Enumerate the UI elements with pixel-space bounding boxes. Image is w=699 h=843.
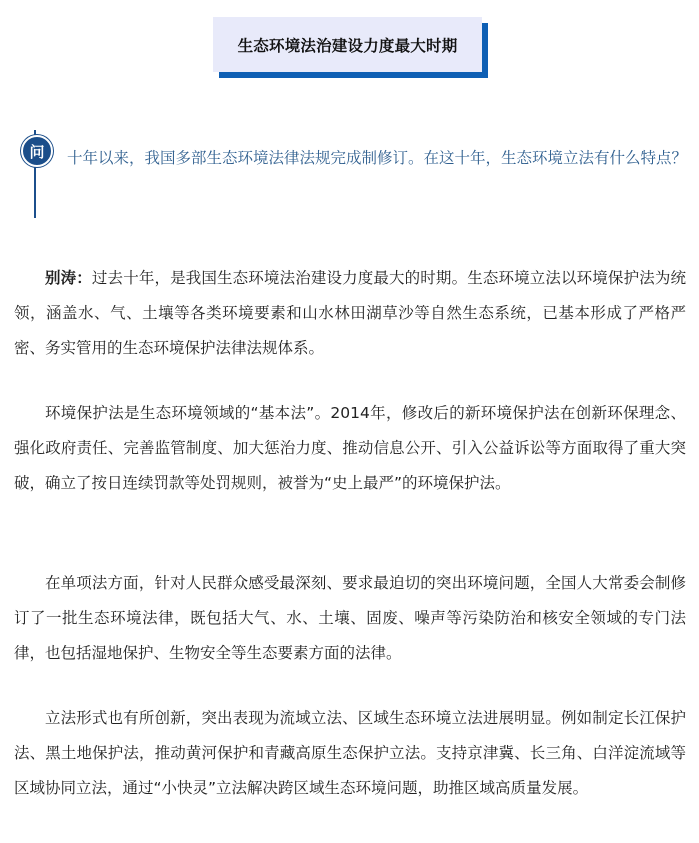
- speaker-name: 别涛：: [45, 269, 92, 287]
- answer-paragraph-2: [14, 396, 686, 501]
- paragraph-text: 立法形式也有所创新，突出表现为流域立法、区域生态环境立法进展明显。例如制定长江保护法、黑土地保护法，推动黄河保护和青藏高原生态保护立法。支持京津冀、长三角、白洋淀流域等区域协同立法，通过“小快灵”立法解决跨区域生态环境问题，助推区域高质量发展。: [14, 709, 686, 797]
- paragraph-text: 环境保护法是生态环境领域的“基本法”。2014年，修改后的新环境保护法在创新环保理念、强化政府责任、完善监管制度、加大惩治力度、推动信息公开、引入公益诉讼等方面取得了重大突破，确立了按日连续罚款等处罚规则，被誉为“史上最严”的环境保护法。: [14, 404, 686, 492]
- answer-paragraph-4: [14, 701, 686, 806]
- paragraph-text: 在单项法方面，针对人民群众感受最深刻、要求最迫切的突出环境问题，全国人大常委会制修订了一批生态环境法律，既包括大气、水、土壤、固废、噪声等污染防治和核安全领域的专门法律，也包括湿地保护、生物安全等生态要素方面的法律。: [14, 574, 686, 662]
- question-block: [14, 130, 688, 220]
- section-title: 生态环境法治建设力度最大时期: [213, 17, 482, 72]
- paragraph-text: 过去十年，是我国生态环境法治建设力度最大的时期。生态环境立法以环境保护法为统领，涵盖水、气、土壤等各类环境要素和山水林田湖草沙等自然生态系统，已基本形成了严格严密、务实管用的生态环境保护法律法规体系。: [14, 269, 686, 357]
- question-badge-icon: 问: [21, 135, 53, 167]
- answer-paragraph-1: [14, 261, 686, 366]
- question-text: 十年以来，我国多部生态环境法律法规完成制修订。在这十年，生态环境立法有什么特点？: [67, 149, 688, 167]
- answer-paragraph-3: [14, 566, 686, 671]
- title-banner: [213, 17, 488, 78]
